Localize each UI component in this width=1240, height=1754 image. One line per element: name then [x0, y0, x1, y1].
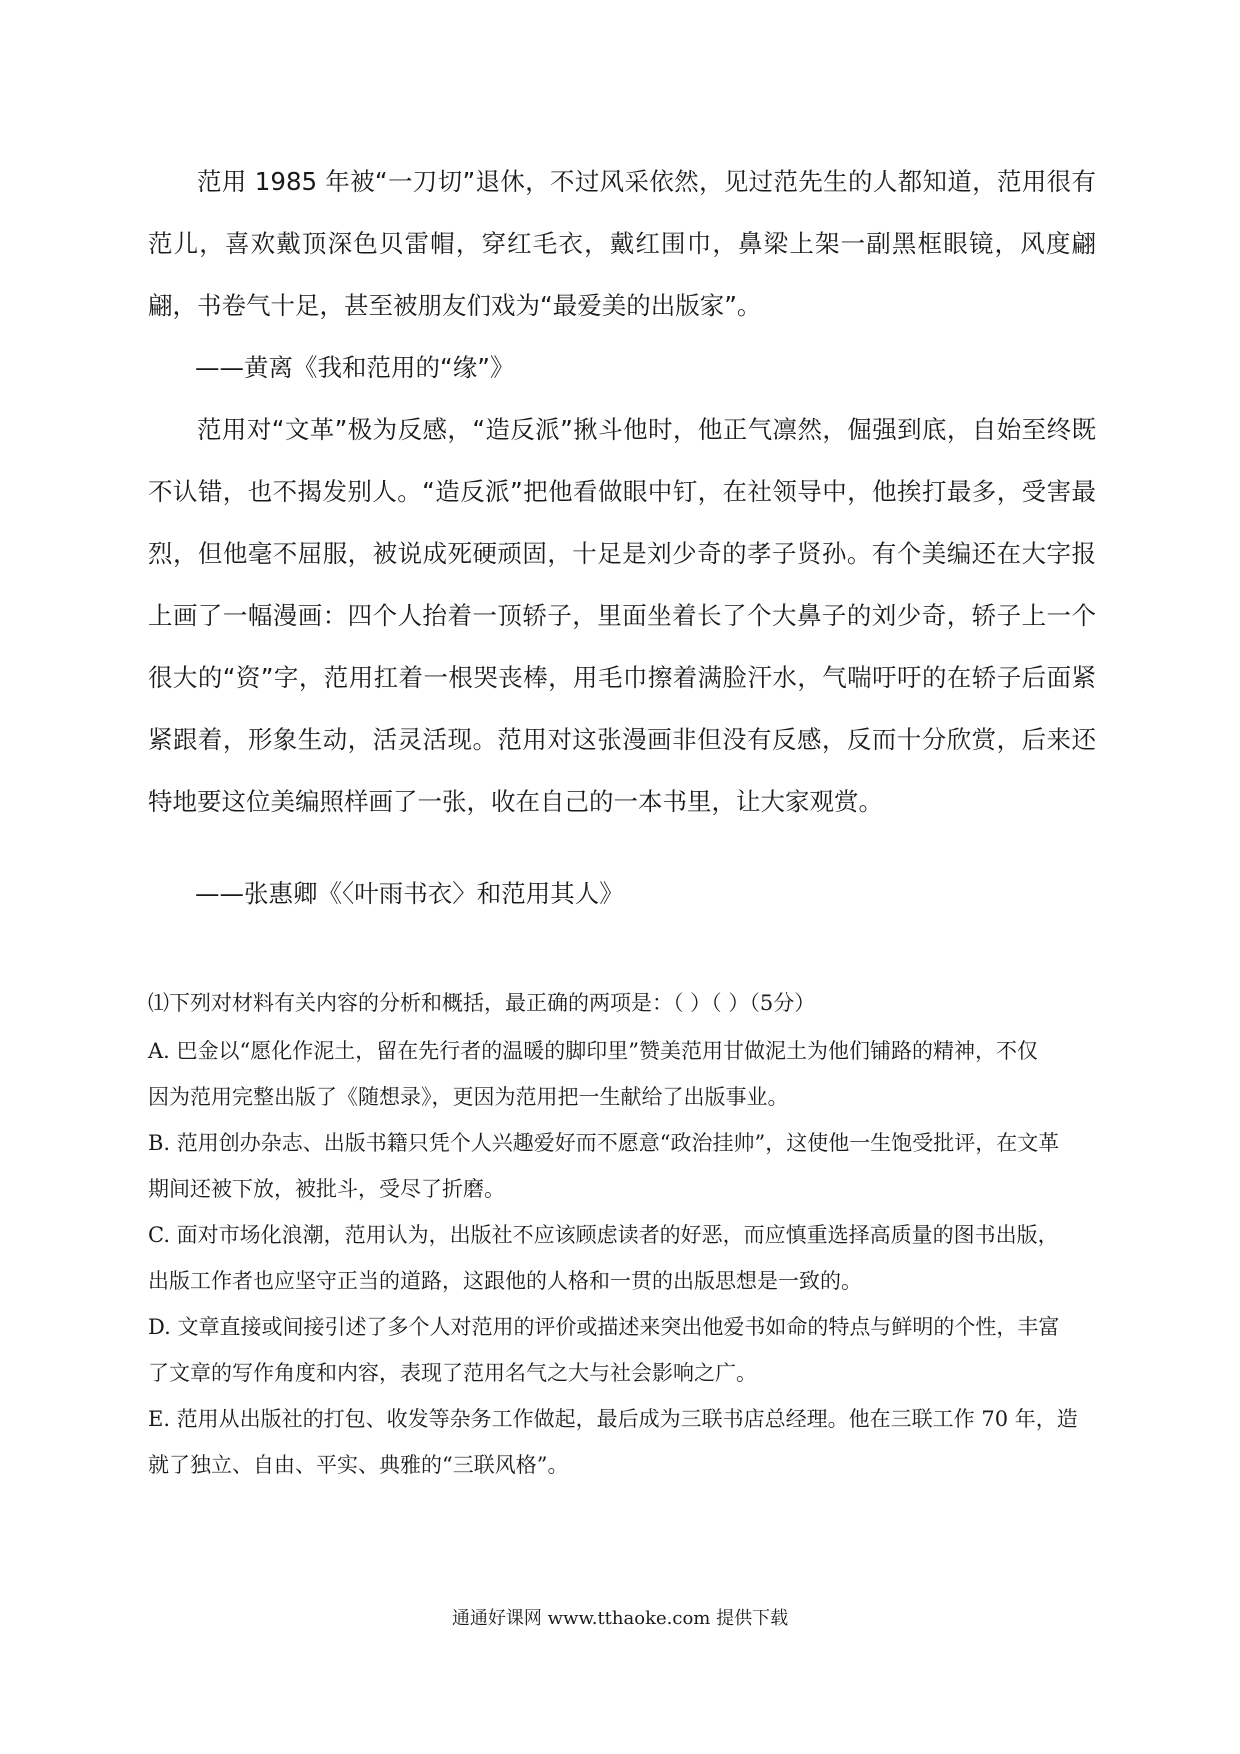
- passage-paragraph-2: 范用对“文革”极为反感，“造反派”揪斗他时，他正气凛然，倔强到底，自始至终既不认错，也不揭发别人。“造反派”把他看做眼中钉，在社领导中，他挨打最多，受害最烈，但他毫不屈服，被说成死硬顽固，十足是刘少奇的孝子贤孙。有个美编还在大字报上画了一幅漫画：四个人抬着一顶轿子，里面坐着长了个大鼻子的刘少奇，轿子上一个很大的“资”字，范用扛着一根哭丧棒，用毛巾擦着满脸汗水，气喘吁吁的在轿子后面紧紧跟着，形象生动，活灵活现。范用对这张漫画非但没有反感，反而十分欣赏，后来还特地要这位美编照样画了一张，收在自己的一本书里，让大家观赏。: [148, 415, 1096, 816]
- passage-source-1: ——黄离《我和范用的“缘”》: [195, 353, 515, 382]
- question-block: [148, 980, 1108, 1488]
- page-footer: 通通好课网 www.tthaoke.com 提供下载: [451, 1608, 789, 1629]
- option-d-line-1: D. 文章直接或间接引述了多个人对范用的评价或描述来突出他爱书如命的特点与鲜明的个性，丰富: [148, 1315, 1060, 1339]
- option-e: [148, 1396, 1108, 1488]
- passage-paragraph-1: 范用 1985 年被“一刀切”退休，不过风采依然，见过范先生的人都知道，范用很有范儿，喜欢戴顶深色贝雷帽，穿红毛衣，戴红围巾，鼻梁上架一副黑框眼镜，风度翩翩，书卷气十足，甚至被朋友们戏为“最爱美的出版家”。: [148, 167, 1096, 320]
- option-c: [148, 1212, 1108, 1304]
- option-e-line-1: E. 范用从出版社的打包、收发等杂务工作做起，最后成为三联书店总经理。他在三联工作 70 年，造: [148, 1407, 1078, 1431]
- option-c-line-1: C. 面对市场化浪潮，范用认为，出版社不应该顾虑读者的好恶，而应慎重选择高质量的图书出版，: [148, 1223, 1059, 1247]
- option-d-line-2: 了文章的写作角度和内容，表现了范用名气之大与社会影响之广。: [148, 1361, 757, 1385]
- option-b-line-2: 期间还被下放，被批斗，受尽了折磨。: [148, 1177, 505, 1201]
- option-b-line-1: B. 范用创办杂志、出版书籍只凭个人兴趣爱好而不愿意“政治挂帅”，这使他一生饱受批评，在文革: [148, 1131, 1060, 1155]
- option-a-line-2: 因为范用完整出版了《随想录》，更因为范用把一生献给了出版事业。: [148, 1085, 789, 1109]
- option-d: [148, 1304, 1108, 1396]
- option-b: [148, 1120, 1108, 1212]
- option-c-line-2: 出版工作者也应坚守正当的道路，这跟他的人格和一贯的出版思想是一致的。: [148, 1269, 862, 1293]
- question-stem: ⑴下列对材料有关内容的分析和概括，最正确的两项是：（ ）（ ）（5分）: [148, 991, 816, 1015]
- option-a-line-1: A. 巴金以“愿化作泥土，留在先行者的温暖的脚印里”赞美范用甘做泥土为他们铺路的精神，不仅: [148, 1039, 1038, 1063]
- option-e-line-2: 就了独立、自由、平实、典雅的“三联风格”。: [148, 1453, 569, 1477]
- option-a: [148, 1028, 1108, 1120]
- passage-source-2: ——张惠卿《〈叶雨书衣〉和范用其人》: [195, 879, 624, 908]
